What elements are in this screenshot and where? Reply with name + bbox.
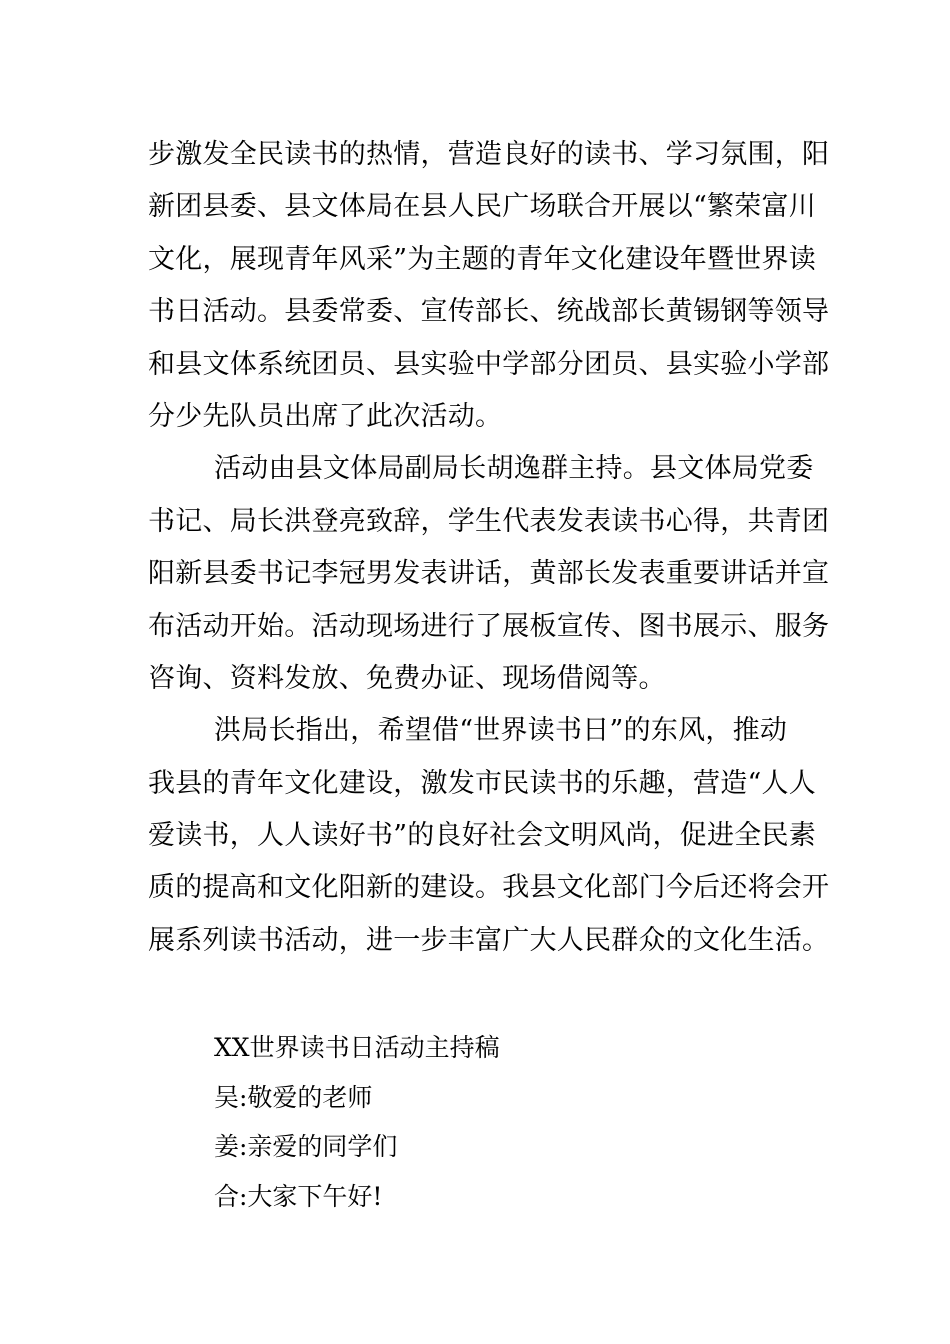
script-line-wu: 吴:敬爱的老师 (214, 1082, 373, 1112)
body-line: 阳新县委书记李冠男发表讲话，黄部长发表重要讲话并宣 (148, 558, 830, 590)
body-line: 爱读书，人人读好书”的良好社会文明风尚，促进全民素 (148, 820, 817, 852)
body-line: 和县文体系统团员、县实验中学部分团员、县实验小学部 (148, 348, 830, 380)
paragraph-start-line: 活动由县文体局副局长胡逸群主持。县文体局党委 (214, 453, 814, 485)
body-line: 书日活动。县委常委、宣传部长、统战部长黄锡钢等领导 (148, 296, 830, 328)
body-line: 我县的青年文化建设，激发市民读书的乐趣，营造“人人 (148, 767, 817, 799)
body-line: 展系列读书活动，进一步丰富广大人民群众的文化生活。 (148, 924, 830, 956)
body-line: 书记、局长洪登亮致辞，学生代表发表读书心得，共青团 (148, 505, 830, 537)
script-title: XX世界读书日活动主持稿 (214, 1033, 500, 1062)
body-line: 新团县委、县文体局在县人民广场联合开展以“繁荣富川 (148, 191, 817, 223)
script-line-together: 合:大家下午好! (214, 1181, 383, 1211)
article-body (148, 129, 830, 967)
paragraph-start-line: 洪局长指出，希望借“世界读书日”的东风，推动 (214, 715, 788, 747)
host-script-section (214, 1023, 814, 1221)
body-line: 咨询、资料发放、免费办证、现场借阅等。 (148, 662, 666, 694)
body-line: 文化，展现青年风采”为主题的青年文化建设年暨世界读 (148, 243, 817, 275)
body-line: 布活动开始。活动现场进行了展板宣传、图书展示、服务 (148, 610, 830, 642)
script-line-jiang: 姜:亲爱的同学们 (214, 1132, 398, 1161)
body-line: 分少先队员出席了此次活动。 (148, 400, 503, 432)
body-line: 步激发全民读书的热情，营造良好的读书、学习氛围，阳 (148, 139, 830, 170)
body-line: 质的提高和文化阳新的建设。我县文化部门今后还将会开 (148, 872, 830, 904)
